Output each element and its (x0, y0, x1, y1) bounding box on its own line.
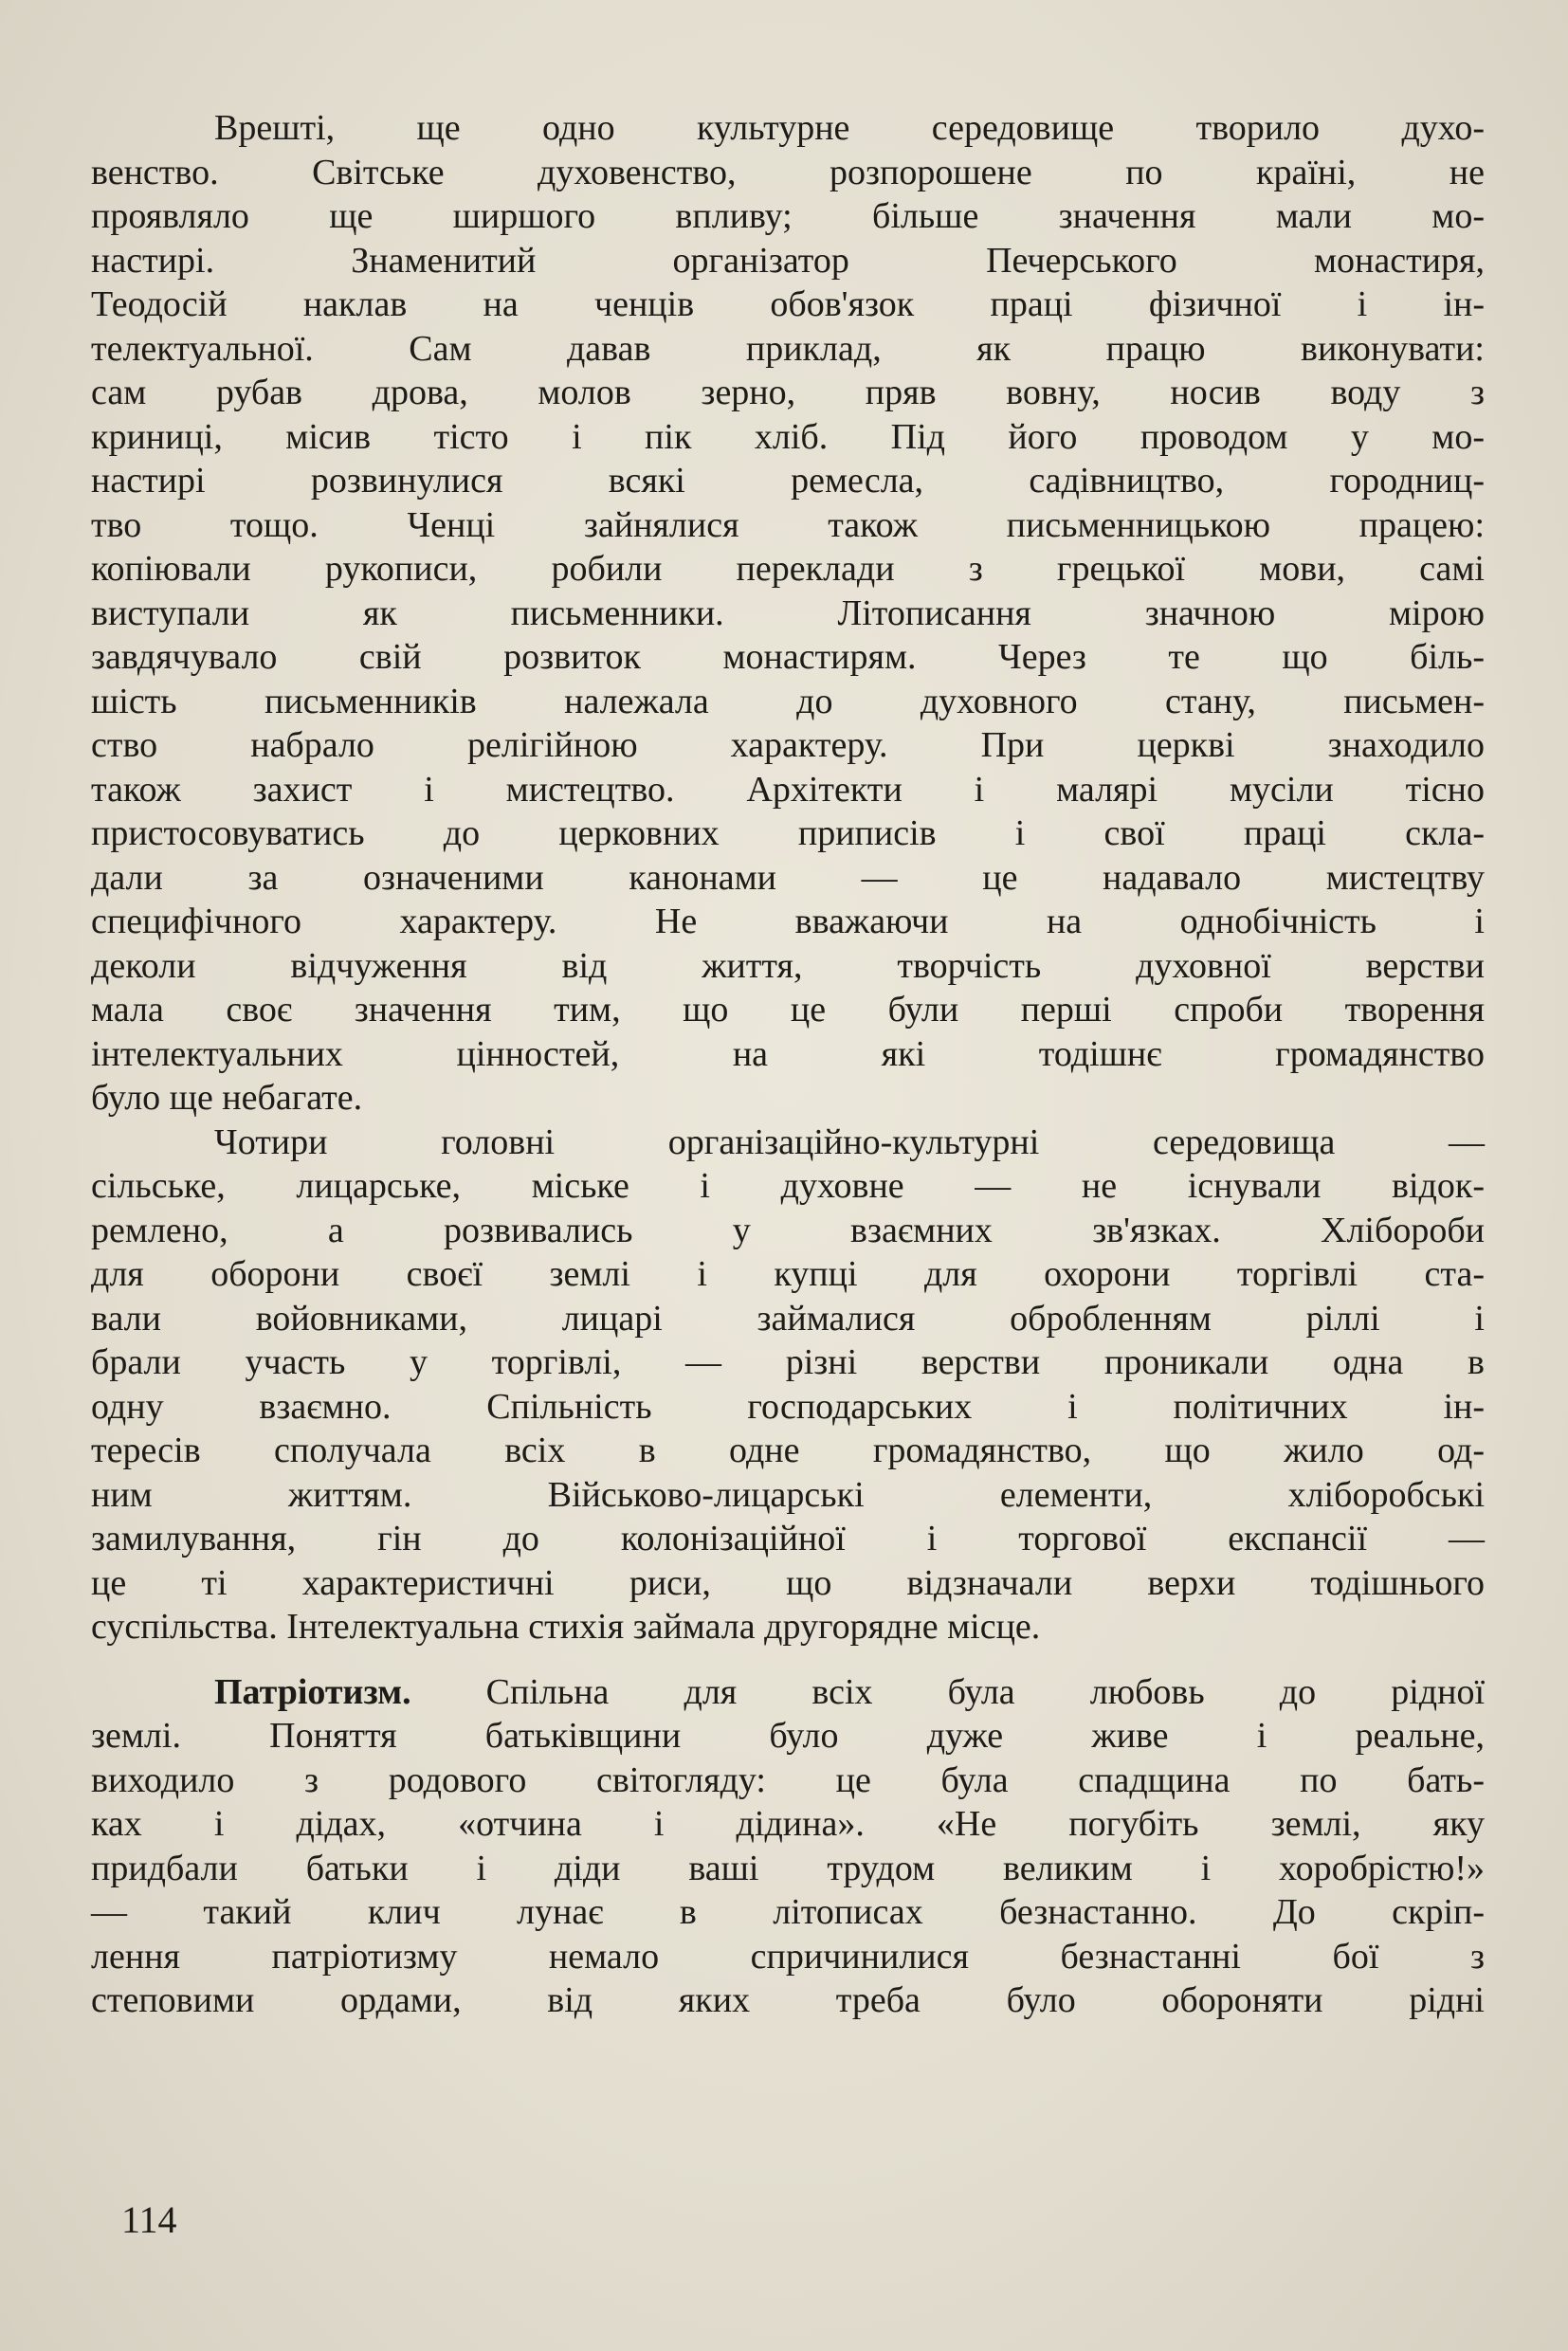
text-line: настирі розвинулися всякі ремесла, садівництво, городниц- (91, 461, 1485, 501)
text-line: сільське, лицарське, міське і духовне — не існували відок- (91, 1166, 1485, 1206)
text-line: проявляло ще ширшого впливу; більше значення мали мо- (91, 196, 1485, 236)
text-line: степовими ордами, від яких треба було обороняти рідні (91, 1980, 1485, 2020)
text-line: шість письменників належала до духовного стану, письмен- (91, 681, 1485, 721)
text-line: — такий клич лунає в літописах безнастанно. До скріп- (91, 1892, 1485, 1932)
text-line-rest: Спільна для всіх була любовь до рідної (485, 1671, 1485, 1712)
text-line: деколи відчуження від життя, творчість духовної верстви (91, 945, 1485, 986)
text-line: специфічного характеру. Не вважаючи на однобічність і (91, 902, 1485, 941)
page-number: 114 (121, 2198, 177, 2241)
section-heading: Патріотизм. (214, 1671, 411, 1712)
text-line: тересів сполучала всіх в одне громадянство, що жило од- (91, 1431, 1485, 1470)
text-line: криниці, місив тісто і пік хліб. Під його проводом у мо- (91, 416, 1485, 457)
text-line: одну взаємно. Спільність господарських і політичних ін- (91, 1386, 1485, 1427)
text-line: брали участь у торгівлі, — різні верстви проникали одна в (91, 1342, 1485, 1382)
text-line: землі. Поняття батьківщини було дуже живе і реальне, (91, 1716, 1485, 1756)
text-line (91, 1670, 1485, 1715)
text-line: ках і дідах, «отчина і дідина». «Не погубіть землі, яку (91, 1804, 1485, 1844)
text-line: виходило з родового світогляду: це була спадщина по бать- (91, 1759, 1485, 1800)
text-line: було ще небагате. (91, 1078, 363, 1118)
text-line: інтелектуальних цінностей, на які тодішнє громадянство (91, 1033, 1485, 1074)
text-line: також захист і мистецтво. Архітекти і малярі мусіли тісно (91, 769, 1485, 810)
text-line: суспільства. Інтелектуальна стихія займала другорядне місце. (91, 1607, 1041, 1647)
text-line: ство набрало релігійною характеру. При церкві знаходило (91, 725, 1485, 765)
text-line: придбали батьки і діди ваші трудом великим і хоробрістю!» (91, 1848, 1485, 1888)
body-text (91, 106, 1485, 2023)
text-line: це ті характеристичні риси, що відзначали верхи тодішнього (91, 1562, 1485, 1603)
text-line: Теодосій наклав на ченців обов'язок праці фізичної і ін- (91, 284, 1485, 324)
text-line: виступали як письменники. Літописання значною мірою (91, 592, 1485, 633)
text-line: копіювали рукописи, робили переклади з грецької мови, самі (91, 549, 1485, 589)
text-line: сам рубав дрова, молов зерно, пряв вовну, носив воду з (91, 373, 1485, 412)
text-line: для оборони своєї землі і купці для охорони торгівлі ста- (91, 1254, 1485, 1294)
paragraph-clergy (91, 106, 1485, 1121)
text-line: Врешті, ще одно культурне середовище творило духо- (214, 108, 1485, 148)
text-line: настирі. Знаменитий організатор Печерського монастиря, (91, 240, 1485, 281)
text-line: мала своє значення тим, що це були перші спроби творення (91, 990, 1485, 1030)
text-line: венство. Світське духовенство, розпорошене по країні, не (91, 152, 1485, 192)
text-line: дали за означеними канонами — це надавало мистецтву (91, 857, 1485, 898)
text-line: тво тощо. Ченці зайнялися також письменницькою працею: (91, 504, 1485, 545)
text-line: ним життям. Військово-лицарські елементи, хліборобські (91, 1474, 1485, 1515)
text-line: пристосовуватись до церковних приписів і свої праці скла- (91, 813, 1485, 853)
text-line: завдячувало свій розвиток монастирям. Через те що біль- (91, 637, 1485, 677)
text-line: лення патріотизму немало спричинилися безнастанні бої з (91, 1936, 1485, 1977)
text-line: вали войовниками, лицарі займалися обробленням ріллі і (91, 1298, 1485, 1339)
paragraph-four-milieus (91, 1121, 1485, 1649)
text-line: Чотири головні організаційно-культурні середовища — (214, 1121, 1485, 1162)
paragraph-patriotism (91, 1670, 1485, 2023)
text-line: замилування, гін до колонізаційної і торгової експансії — (91, 1519, 1485, 1558)
text-line: телектуальної. Сам давав приклад, як працю виконувати: (91, 328, 1485, 369)
text-line: ремлено, а розвивались у взаємних зв'язках. Хлібороби (91, 1210, 1485, 1250)
